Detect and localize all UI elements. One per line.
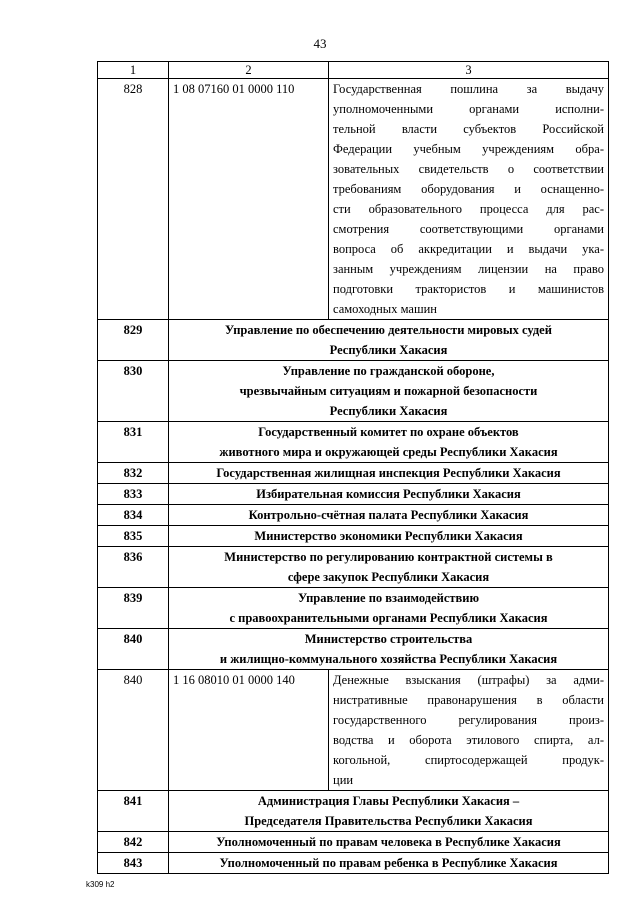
text-line: чрезвычайным ситуациям и пожарной безопасности — [239, 384, 538, 398]
agency-row — [98, 320, 609, 361]
agency-name — [169, 832, 609, 853]
text-line: самоходных машин — [333, 302, 437, 316]
agency-name — [169, 422, 609, 463]
agency-row — [98, 526, 609, 547]
agency-code: 840 — [98, 629, 169, 670]
agency-row — [98, 547, 609, 588]
footer-code: k309 h2 — [86, 880, 115, 889]
text-line: Управление по обеспечению деятельности мировых судей — [225, 323, 552, 337]
text-line: зовательных свидетельств о соответствии — [333, 162, 604, 176]
text-line: нистративные правонарушения в области — [333, 693, 604, 707]
agency-name — [169, 526, 609, 547]
agency-row — [98, 832, 609, 853]
text-line: Уполномоченный по правам человека в Республике Хакасия — [216, 835, 561, 849]
row-code: 840 — [98, 670, 169, 791]
agency-name — [169, 791, 609, 832]
column-header-2: 2 — [169, 62, 329, 79]
agency-code: 832 — [98, 463, 169, 484]
agency-code: 833 — [98, 484, 169, 505]
text-line: тельной власти субъектов Российской — [333, 122, 604, 136]
text-line: Денежные взыскания (штрафы) за адми- — [333, 673, 604, 687]
budget-classification-code: 1 08 07160 01 0000 110 — [169, 79, 329, 320]
text-line: занным учреждениям лицензии на право — [333, 262, 604, 276]
agency-name — [169, 361, 609, 422]
agency-code: 841 — [98, 791, 169, 832]
text-line: Управление по взаимодействию — [297, 591, 480, 605]
text-line: Уполномоченный по правам ребенка в Республике Хакасия — [219, 856, 558, 870]
agency-code: 843 — [98, 853, 169, 874]
text-line: Администрация Главы Республики Хакасия – — [257, 794, 520, 808]
text-line: смотрения соответствующими органами — [333, 222, 604, 236]
agency-row — [98, 484, 609, 505]
agency-code: 830 — [98, 361, 169, 422]
text-line: водства и оборота этилового спирта, ал- — [333, 733, 604, 747]
agency-name — [169, 505, 609, 526]
agency-code: 842 — [98, 832, 169, 853]
classification-table — [97, 61, 609, 874]
text-line: Контрольно-счётная палата Республики Хакасия — [248, 508, 529, 522]
agency-name — [169, 320, 609, 361]
text-line: сти образовательного процесса для рас- — [333, 202, 604, 216]
text-line: Республики Хакасия — [329, 343, 448, 357]
text-line: Председателя Правительства Республики Хакасия — [244, 814, 533, 828]
table-row — [98, 670, 609, 791]
agency-row — [98, 361, 609, 422]
text-line: Избирательная комиссия Республики Хакасия — [256, 487, 521, 501]
text-line: когольной, спиртосодержащей продук- — [333, 753, 604, 767]
agency-row — [98, 463, 609, 484]
text-line: Государственная жилищная инспекция Республики Хакасия — [216, 466, 561, 480]
agency-row — [98, 588, 609, 629]
agency-code: 835 — [98, 526, 169, 547]
row-description — [329, 670, 609, 791]
column-header-3: 3 — [329, 62, 609, 79]
agency-code: 836 — [98, 547, 169, 588]
text-line: государственного регулирования произ- — [333, 713, 604, 727]
text-line: и жилищно-коммунального хозяйства Республики Хакасия — [219, 652, 558, 666]
text-line: Федерации учебным учреждениям обра- — [333, 142, 604, 156]
agency-row — [98, 422, 609, 463]
text-line: Министерство строительства — [304, 632, 473, 646]
text-line: животного мира и окружающей среды Республики Хакасия — [219, 445, 558, 459]
text-line: Государственная пошлина за выдачу — [333, 82, 604, 96]
row-description — [329, 79, 609, 320]
agency-row — [98, 791, 609, 832]
column-header-row — [98, 62, 609, 79]
column-header-1: 1 — [98, 62, 169, 79]
agency-name — [169, 853, 609, 874]
agency-name — [169, 588, 609, 629]
text-line: Государственный комитет по охране объектов — [258, 425, 519, 439]
table-row — [98, 79, 609, 320]
text-line: требованиям оборудования и оснащенно- — [333, 182, 604, 196]
text-line: Республики Хакасия — [329, 404, 448, 418]
agency-name — [169, 629, 609, 670]
agency-name — [169, 463, 609, 484]
agency-row — [98, 629, 609, 670]
text-line: уполномоченными органами исполни- — [333, 102, 604, 116]
budget-classification-code: 1 16 08010 01 0000 140 — [169, 670, 329, 791]
agency-code: 831 — [98, 422, 169, 463]
text-line: Министерство экономики Республики Хакасия — [254, 529, 523, 543]
agency-row — [98, 853, 609, 874]
text-line: с правоохранительными органами Республики Хакасия — [229, 611, 548, 625]
agency-code: 829 — [98, 320, 169, 361]
text-line: Министерство по регулированию контрактной системы в — [224, 550, 553, 564]
agency-code: 839 — [98, 588, 169, 629]
text-line: вопроса об аккредитации и выдачи ука- — [333, 242, 604, 256]
text-line: подготовки трактористов и машинистов — [333, 282, 604, 296]
agency-code: 834 — [98, 505, 169, 526]
agency-row — [98, 505, 609, 526]
text-line: Управление по гражданской обороне, — [282, 364, 495, 378]
row-code: 828 — [98, 79, 169, 320]
agency-name — [169, 547, 609, 588]
text-line: сфере закупок Республики Хакасия — [287, 570, 490, 584]
text-line: ции — [333, 773, 354, 787]
agency-name — [169, 484, 609, 505]
page-number: 43 — [313, 36, 327, 51]
